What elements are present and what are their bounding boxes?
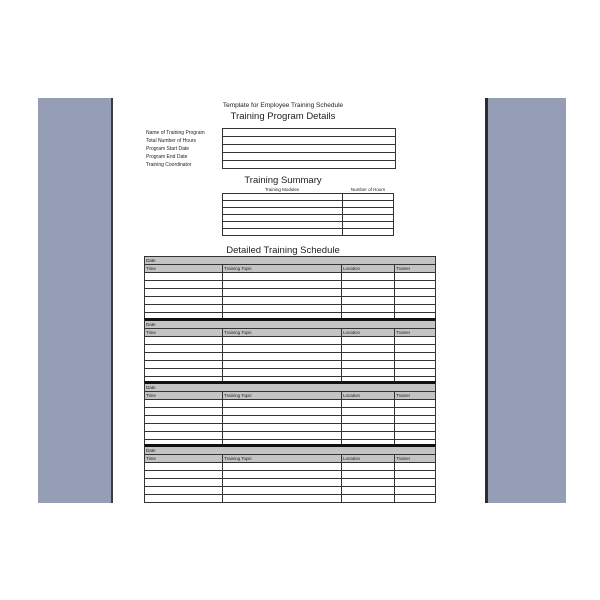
schedule-block-1 [144,256,436,321]
table-row [145,273,435,281]
cell[interactable] [395,424,435,431]
cell[interactable] [395,432,435,439]
program-field-start-date[interactable] [223,145,395,153]
date-label: Date [146,258,156,263]
cell[interactable] [342,305,395,312]
program-field-end-date[interactable] [223,153,395,161]
cell[interactable] [342,424,395,431]
summary-cell[interactable] [223,229,343,235]
cell[interactable] [145,400,223,407]
summary-col-modules: Training Modules [264,187,300,192]
date-label: Date [146,322,156,327]
cell[interactable] [342,273,395,280]
summary-cell[interactable] [223,194,343,200]
program-label: Total Number of Hours [146,138,197,144]
cell[interactable] [223,408,342,415]
col-topic: Training Topic [223,455,342,462]
table-row [145,471,435,479]
summary-cell[interactable] [343,208,393,214]
col-time: Time [145,329,223,336]
cell[interactable] [145,305,223,312]
cell[interactable] [145,408,223,415]
cell[interactable] [395,471,435,478]
summary-cell[interactable] [343,194,393,200]
cell[interactable] [395,416,435,423]
cell[interactable] [395,487,435,494]
schedule-block-3 [144,381,436,448]
table-row [145,416,435,424]
cell[interactable] [342,345,395,352]
cell[interactable] [145,487,223,494]
table-row [145,361,435,369]
cell[interactable] [145,479,223,486]
col-location: Location [342,455,395,462]
program-labels [146,129,222,169]
table-row [223,222,393,229]
table-row [145,487,435,495]
template-title: Template for Employee Training Schedule [222,102,344,109]
cell[interactable] [145,416,223,423]
cell[interactable] [342,495,395,502]
summary-header [222,186,394,193]
right-side-panel [485,98,566,503]
cell[interactable] [395,289,435,296]
summary-heading: Training Summary [244,175,322,186]
summary-col-hours: Number of Hours [350,187,386,192]
table-row [223,194,393,201]
cell[interactable] [145,424,223,431]
date-row [145,321,435,329]
cell[interactable] [395,345,435,352]
table-row [223,208,393,215]
cell[interactable] [395,400,435,407]
table-row [145,400,435,408]
cell[interactable] [395,281,435,288]
table-row [145,369,435,377]
column-header-row [145,455,435,463]
cell[interactable] [223,479,342,486]
cell[interactable] [395,408,435,415]
cell[interactable] [223,345,342,352]
cell[interactable] [395,369,435,376]
program-field-hours[interactable] [223,137,395,145]
col-topic: Training Topic [223,329,342,336]
cell[interactable] [223,305,342,312]
cell[interactable] [145,297,223,304]
cell[interactable] [223,400,342,407]
summary-cell[interactable] [343,215,393,221]
column-header-row [145,265,435,273]
summary-cell[interactable] [223,208,343,214]
summary-cell[interactable] [223,201,343,207]
table-row [223,201,393,208]
schedule-block-4 [144,444,436,503]
table-row [145,408,435,416]
col-topic: Training Topic [223,265,342,272]
cell[interactable] [223,432,342,439]
table-row [145,495,435,502]
col-trainer: Trainer [396,456,411,461]
table-row [145,479,435,487]
program-field-coordinator[interactable] [223,161,395,168]
program-field-name[interactable] [223,129,395,137]
cell[interactable] [145,345,223,352]
program-details-heading: Training Program Details [230,111,336,122]
cell[interactable] [395,337,435,344]
column-header-row [145,329,435,337]
cell[interactable] [223,463,342,470]
table-row [145,345,435,353]
cell[interactable] [145,369,223,376]
table-row [145,424,435,432]
table-row [223,229,393,235]
cell[interactable] [342,479,395,486]
summary-body [222,193,394,236]
col-trainer: Trainer [396,266,411,271]
cell[interactable] [145,273,223,280]
cell[interactable] [395,353,435,360]
cell[interactable] [342,361,395,368]
date-row [145,447,435,455]
cell[interactable] [342,432,395,439]
table-row [145,337,435,345]
cell[interactable] [145,495,223,502]
table-row [145,432,435,440]
date-label: Date [146,448,156,453]
cell[interactable] [145,281,223,288]
cell[interactable] [395,273,435,280]
cell[interactable] [223,353,342,360]
cell[interactable] [223,361,342,368]
cell[interactable] [145,471,223,478]
summary-cell[interactable] [343,222,393,228]
summary-cell[interactable] [223,222,343,228]
date-label: Date [146,385,156,390]
date-row [145,257,435,265]
col-location: Location [342,265,395,272]
date-row [145,384,435,392]
left-side-panel [38,98,113,503]
summary-cell[interactable] [223,215,343,221]
cell[interactable] [342,400,395,407]
table-row [145,463,435,471]
program-label: Program End Date [146,154,188,160]
col-time: Time [145,265,223,272]
program-label: Program Start Date [146,146,190,152]
cell[interactable] [223,289,342,296]
cell[interactable] [342,471,395,478]
cell[interactable] [342,353,395,360]
summary-table [222,186,394,236]
table-row [145,281,435,289]
table-row [145,297,435,305]
table-row [145,353,435,361]
cell[interactable] [223,273,342,280]
col-trainer: Trainer [396,330,411,335]
cell[interactable] [395,297,435,304]
program-details-table [222,128,396,169]
cell[interactable] [223,337,342,344]
col-location: Location [342,392,395,399]
cell[interactable] [342,337,395,344]
cell[interactable] [342,408,395,415]
col-topic: Training Topic [223,392,342,399]
cell[interactable] [223,281,342,288]
table-row [145,289,435,297]
col-trainer: Trainer [396,393,411,398]
cell[interactable] [395,479,435,486]
cell[interactable] [342,289,395,296]
cell[interactable] [395,361,435,368]
cell[interactable] [395,463,435,470]
program-label: Training Coordinator [146,162,192,168]
detailed-schedule-heading: Detailed Training Schedule [226,245,340,256]
cell[interactable] [342,416,395,423]
schedule-block-2 [144,318,436,385]
cell[interactable] [223,471,342,478]
col-time: Time [145,455,223,462]
cell[interactable] [342,281,395,288]
cell[interactable] [145,353,223,360]
column-header-row [145,392,435,400]
cell[interactable] [395,305,435,312]
cell[interactable] [223,297,342,304]
cell[interactable] [223,487,342,494]
summary-cell[interactable] [343,229,393,235]
cell[interactable] [395,495,435,502]
cell[interactable] [145,361,223,368]
cell[interactable] [145,289,223,296]
cell[interactable] [342,463,395,470]
cell[interactable] [145,463,223,470]
cell[interactable] [342,369,395,376]
cell[interactable] [223,416,342,423]
table-row [223,215,393,222]
cell[interactable] [223,495,342,502]
cell[interactable] [145,432,223,439]
cell[interactable] [223,369,342,376]
table-row [145,305,435,313]
summary-cell[interactable] [343,201,393,207]
col-location: Location [342,329,395,336]
program-label: Name of Training Program [146,130,205,136]
cell[interactable] [342,297,395,304]
col-time: Time [145,392,223,399]
cell[interactable] [145,337,223,344]
cell[interactable] [223,424,342,431]
cell[interactable] [342,487,395,494]
